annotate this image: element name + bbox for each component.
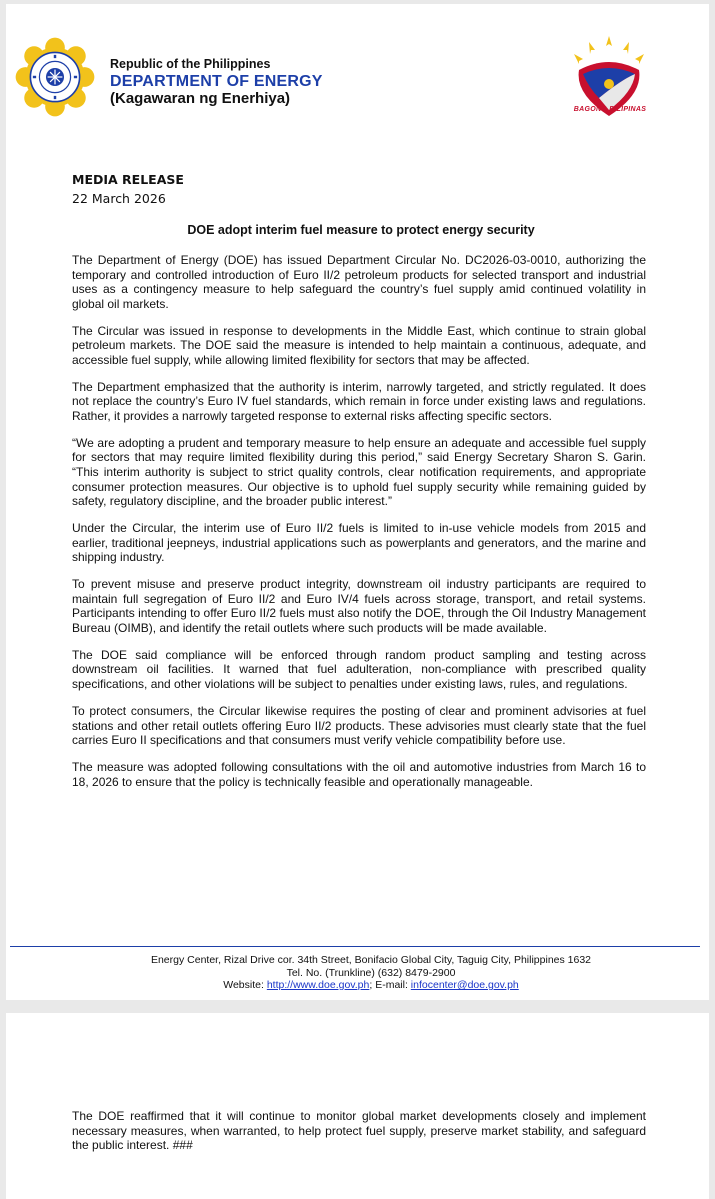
release-date: 22 March 2026 <box>72 191 166 206</box>
republic-label: Republic of the Philippines <box>110 57 271 71</box>
paragraph: To protect consumers, the Circular likewise requires the posting of clear and prominent advisories at fuel stations and other retail outlets offering Euro II/2 products. These advisories must clearly state that the fuel carries Euro II specifications and that consumers must verify vehicle compatibility before use. <box>72 703 646 748</box>
brand-logo-text: BAGONG PILIPINAS <box>573 106 647 113</box>
closing-paragraph: The DOE reaffirmed that it will continue to monitor global market developments closely and implement necessary measures, when warranted, to help protect fuel supply, preserve market stability, and safeguard the public interest. ### <box>72 1109 646 1153</box>
website-link[interactable]: http://www.doe.gov.ph <box>266 979 370 991</box>
paragraph: The Circular was issued in response to developments in the Middle East, which continue to strain global petroleum markets. The DOE said the measure is intended to help maintain a continuous, adequate, and accessible fuel supply, while allowing limited flexibility for sectors that may be affected. <box>72 323 646 367</box>
department-name-filipino: (Kagawaran ng Enerhiya) <box>110 90 291 107</box>
department-name: DEPARTMENT OF ENERGY <box>110 73 323 90</box>
footer-divider <box>10 946 700 947</box>
paragraph: The Department emphasized that the authority is interim, narrowly targeted, and strictly regulated. It does not replace the country’s Euro IV fuel standards, which remain in force under existing laws and regulations. Rather, it provides a narrowly targeted response to external risks affecting specific sectors. <box>72 379 646 423</box>
headline: DOE adopt interim fuel measure to protect energy security <box>187 223 535 237</box>
footer-contact <box>66 979 676 992</box>
media-release-label: MEDIA RELEASE <box>72 172 184 187</box>
email-link[interactable]: infocenter@doe.gov.ph <box>410 979 519 991</box>
paragraph: The DOE said compliance will be enforced through random product sampling and testing across downstream oil facilities. It warned that fuel adulteration, non-compliance with prescribed quality specifications, and other violations will be subject to penalties under existing laws, rules, and regulations. <box>72 647 646 692</box>
website-label: Website: <box>223 979 267 991</box>
agency-header <box>110 56 323 107</box>
paragraph: The Department of Energy (DOE) has issued Department Circular No. DC2026-03-0010, authorizing the temporary and controlled introduction of Euro II/2 petroleum products for selected transport and industrial uses as a contingency measure to help safeguard the country’s fuel supply amid continued volatility in global oil markets. <box>72 253 646 311</box>
closing-body <box>72 1109 646 1153</box>
paragraph: Under the Circular, the interim use of Euro II/2 fuels is limited to in-use vehicle models from 2015 and earlier, traditional jeepneys, industrial applications such as powerplants and generators, and the marine and shipping industry. <box>72 521 646 565</box>
footer-tel: Tel. No. (Trunkline) (632) 8479-2900 <box>286 966 456 979</box>
paragraph: The measure was adopted following consultations with the oil and automotive industries from March 16 to 18, 2026 to ensure that the policy is technically feasible and operationally manageable. <box>72 760 646 789</box>
footer <box>66 954 676 992</box>
release-body <box>72 253 646 801</box>
paragraph: “We are adopting a prudent and temporary measure to help ensure an adequate and accessible fuel supply for sectors that may require limited flexibility during this period,” said Energy Secretary Sharon S. Garin. “This interim authority is subject to strict quality controls, clear notification requirements, and appropriate consumer protection measures. Our objective is to uphold fuel supply security while remaining guided by safety, regulatory discipline, and the broader public interest.” <box>72 435 646 509</box>
footer-address: Energy Center, Rizal Drive cor. 34th Street, Bonifacio Global City, Taguig City, Philippines 1632 <box>150 954 592 966</box>
paragraph: To prevent misuse and preserve product integrity, downstream oil industry participants are required to maintain full segregation of Euro II/2 and Euro IV/4 fuels across storage, transport, and retail systems. Participants intending to offer Euro II/2 fuels must also notify the DOE, through the Oil Industry Management Bureau (OIMB), and identify the retail outlets where such products will be made available. <box>72 577 646 635</box>
doe-seal-icon <box>14 36 96 118</box>
document-page-1 <box>6 4 709 1000</box>
email-label: ; E-mail: <box>369 979 411 991</box>
document-page-2 <box>6 1013 709 1199</box>
